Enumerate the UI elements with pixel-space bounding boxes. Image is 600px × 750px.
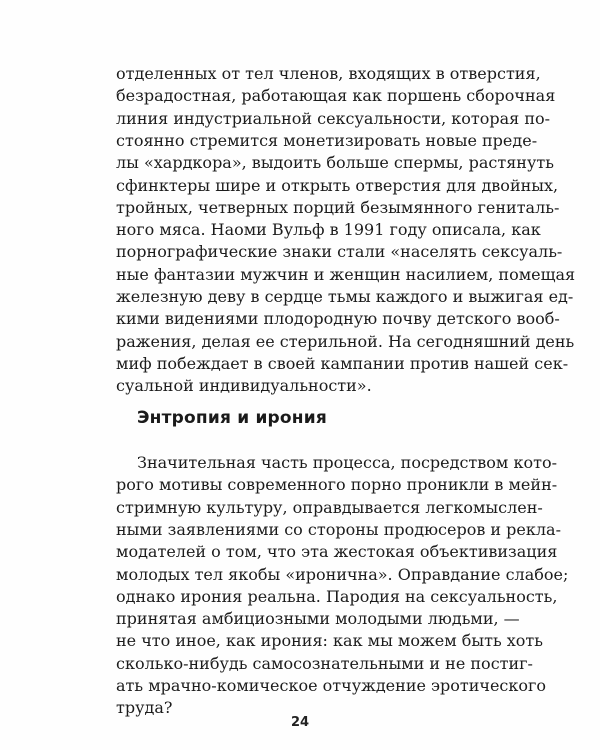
- body-text-line: суальной индивидуальности».: [116, 376, 372, 396]
- body-text-line: стримную культуру, оправдывается легкомыслен-: [116, 497, 543, 517]
- body-text-line: миф побеждает в своей кампании против нашей сек-: [116, 353, 569, 373]
- body-text-line: ными заявлениями со стороны продюсеров и рекла-: [116, 519, 561, 539]
- body-text-line: ражения, делая ее стерильной. На сегодняшний день: [116, 331, 575, 351]
- body-text-line: безрадостная, работающая как поршень сборочная: [116, 86, 556, 106]
- body-text-line: стоянно стремится монетизировать новые преде-: [116, 130, 538, 150]
- body-text-line: рого мотивы современного порно проникли в мейн-: [116, 475, 558, 495]
- body-text-line: линия индустриальной сексуальности, которая по-: [116, 108, 551, 128]
- body-text-line: сфинктеры шире и открыть отверстия для двойных,: [116, 175, 559, 195]
- body-text-line: молодых тел якобы «иронична». Оправдание слабое;: [116, 564, 569, 584]
- body-text-line: Значительная часть процесса, посредством кото-: [137, 453, 557, 472]
- body-text-line: тройных, четверных порций безымянного гениталь-: [116, 197, 560, 217]
- section-heading: Энтропия и ирония: [137, 408, 327, 428]
- body-text-line: ные фантазии мужчин и женщин насилием, помещая: [116, 264, 576, 284]
- body-text-line: лы «хардкора», выдоить больше спермы, растянуть: [116, 153, 554, 173]
- body-text-line: сколько-нибудь самосознательными и не постиг-: [116, 653, 533, 673]
- body-text-line: однако ирония реальна. Пародия на сексуальность,: [116, 586, 558, 606]
- body-text-line: порнографические знаки стали «населять сексуаль-: [116, 242, 563, 262]
- body-text-line: ать мрачно-комическое отчуждение эротического: [116, 676, 547, 695]
- body-text-line: модателей о том, что эта жестокая объективизация: [116, 542, 558, 562]
- page-number: 24: [290, 715, 310, 730]
- body-text-line: отделенных от тел членов, входящих в отверстия,: [116, 64, 541, 83]
- body-text-line: кими видениями плодородную почву детского вооб-: [116, 309, 560, 329]
- body-text-line: ного мяса. Наоми Вульф в 1991 году описала, как: [116, 220, 541, 240]
- body-text-line: не что иное, как ирония: как мы можем быть хоть: [116, 631, 543, 651]
- body-text-line: железную деву в сердце тьмы каждого и выжигая ед-: [116, 287, 574, 306]
- body-text-line: труда?: [116, 698, 173, 718]
- body-text-line: принятая амбициозными молодыми людьми, —: [116, 609, 520, 629]
